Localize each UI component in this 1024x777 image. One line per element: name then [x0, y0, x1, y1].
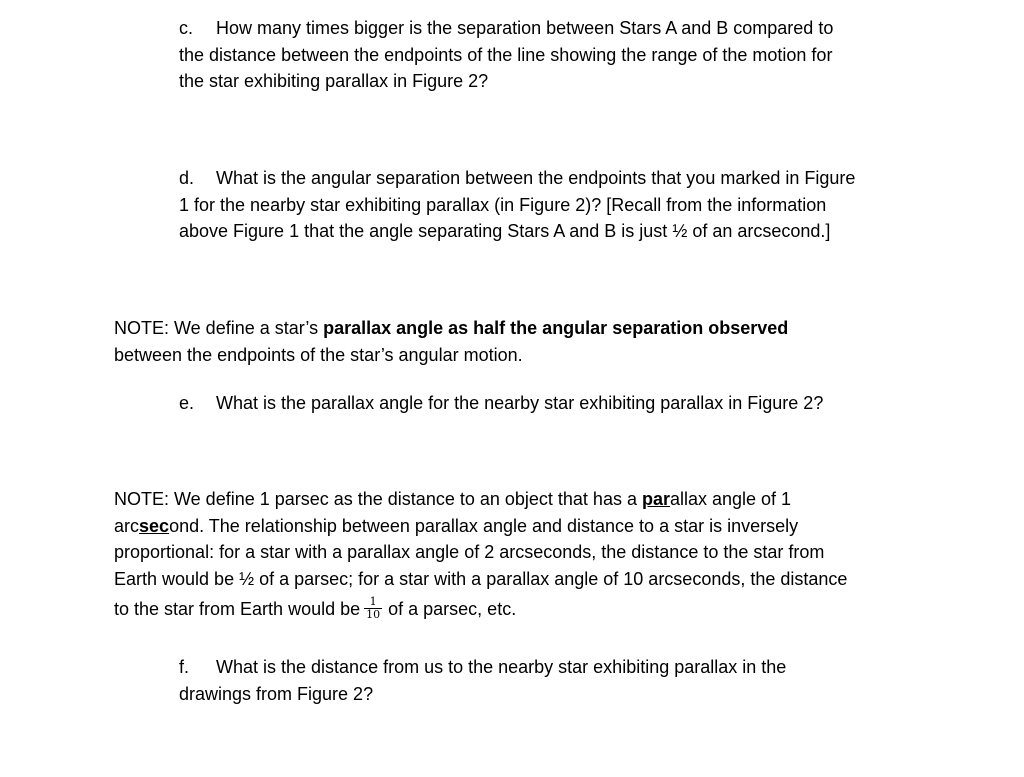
note-parsec-l2-suffix: ond. The relationship between parallax angle and distance to a star is inversely [169, 515, 799, 536]
question-e-text: What is the parallax angle for the nearby star exhibiting parallax in Figure 2? [216, 393, 824, 413]
question-f-line-1: What is the distance from us to the nearby star exhibiting parallax in the [216, 657, 787, 677]
question-d-line-2: 1 for the nearby star exhibiting parallax (in Figure 2)? [Recall from the information [179, 194, 827, 215]
fraction-numerator: 1 [364, 596, 382, 609]
question-c-letter: c. [179, 18, 194, 38]
question-f [179, 654, 786, 707]
one-tenth-fraction [364, 596, 382, 621]
question-c-line-3: the star exhibiting parallax in Figure 2? [179, 71, 489, 91]
question-c [179, 15, 833, 95]
note-parsec-l5-suffix: of a parsec, etc. [388, 599, 517, 619]
question-d [179, 165, 855, 245]
question-d-line-3: above Figure 1 that the angle separating Stars A and B is just ½ of an arcsecond.] [179, 221, 831, 241]
note-parsec-l1-prefix: NOTE: We define 1 parsec as the distance to an object that has a [114, 489, 642, 509]
question-f-letter: f. [179, 657, 190, 677]
question-f-line-2: drawings from Figure 2? [179, 683, 374, 704]
note-parallax-prefix: NOTE: We define a star’s [114, 318, 324, 338]
question-d-line-1: What is the angular separation between the endpoints that you marked in Figure [216, 168, 856, 188]
note-parsec-line-4: Earth would be ½ of a parsec; for a star with a parallax angle of 10 arcseconds, the distance [114, 568, 848, 589]
question-c-line-1: How many times bigger is the separation between Stars A and B compared to [216, 18, 834, 38]
note-parsec-l2-underlined: sec [139, 515, 170, 536]
question-d-letter: d. [179, 168, 195, 188]
note-parsec-l5-prefix: to the star from Earth would be [114, 599, 361, 619]
note-parsec-l1-suffix: allax angle of 1 [669, 489, 792, 509]
question-e-letter: e. [179, 393, 195, 413]
note-parallax-line-2: between the endpoints of the star’s angular motion. [114, 344, 523, 365]
note-parsec-l2-prefix: arc [114, 515, 140, 536]
fraction-denominator: 10 [366, 607, 381, 621]
note-parsec-line-3: proportional: for a star with a parallax angle of 2 arcseconds, the distance to the star from [114, 542, 825, 562]
note-parallax-angle [114, 315, 944, 368]
question-c-line-2: the distance between the endpoints of the line showing the range of the motion for [179, 44, 833, 65]
note-parallax-bold: parallax angle as half the angular separation observed [323, 318, 789, 338]
note-parsec-l1-underlined: par [641, 489, 670, 509]
note-parsec [114, 486, 944, 623]
question-e [179, 390, 823, 417]
